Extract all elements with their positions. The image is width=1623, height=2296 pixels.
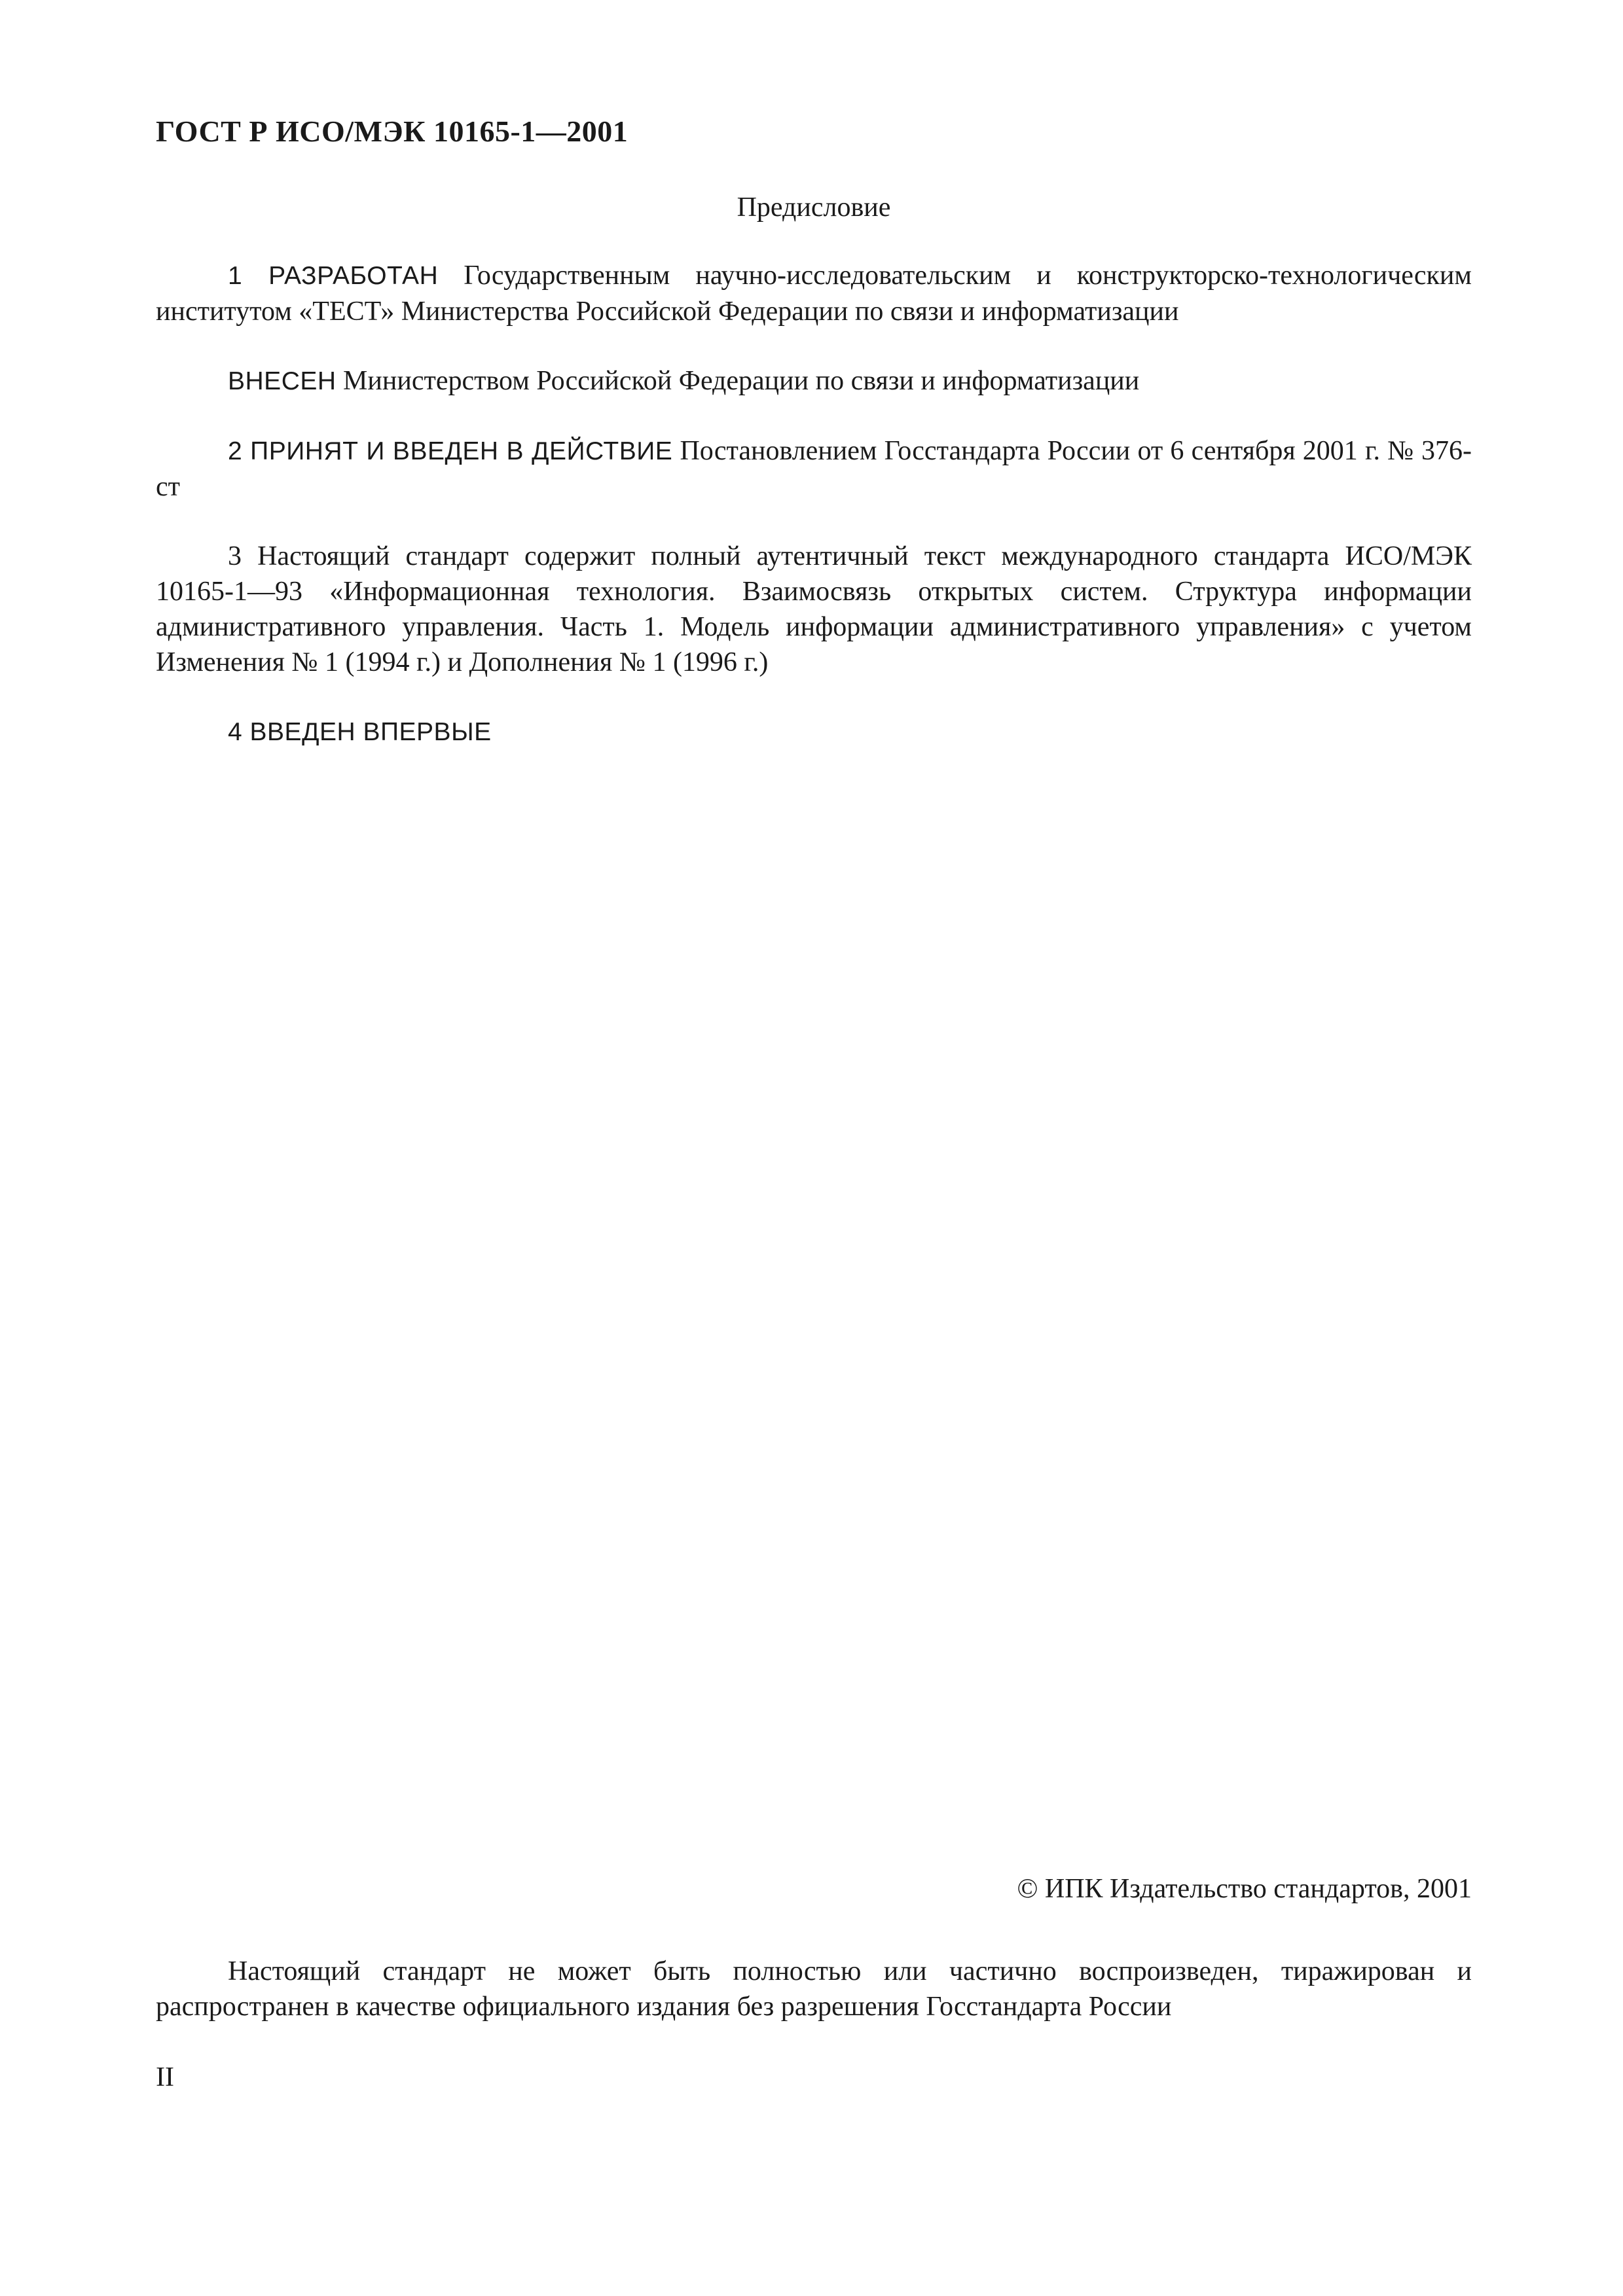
foreword-item-text: Государственным научно-исследовательским и конструкторско-технологическим институтом «ТЕСТ» Министерства Российской Федерации по связи и информатизации bbox=[156, 260, 1472, 327]
foreword-item-lead: 1 РАЗРАБОТАН bbox=[228, 262, 439, 290]
foreword-section bbox=[156, 190, 1472, 784]
standard-code-header: ГОСТ Р ИСО/МЭК 10165-1—2001 bbox=[156, 115, 629, 148]
foreword-item-introduced bbox=[156, 363, 1472, 399]
reproduction-notice: Настоящий стандарт не может быть полностью или частично воспроизведен, тиражирован и распространен в качестве официального издания без разрешения Госстандарта России bbox=[156, 1956, 1472, 2022]
foreword-item-content bbox=[156, 539, 1472, 680]
foreword-item-developed bbox=[156, 258, 1472, 329]
foreword-item-first-introduced bbox=[156, 714, 1472, 750]
foreword-item-text: Постановлением Госстандарта России от 6 сентября 2001 г. № 376-ст bbox=[156, 436, 1472, 502]
foreword-item-lead: 2 ПРИНЯТ И ВВЕДЕН В ДЕЙСТВИЕ bbox=[228, 437, 673, 465]
page-number: II bbox=[156, 2062, 174, 2092]
foreword-item-lead: 4 ВВЕДЕН ВПЕРВЫЕ bbox=[228, 718, 492, 746]
foreword-item-text: Настоящий стандарт содержит полный аутентичный текст международного стандарта ИСО/МЭК 10165-1—93 «Информационная технология. Взаимосвязь открытых систем. Структура информации административного управления. Часть 1. Модель информации административного управления» с учетом Изменения № 1 (1994 г.) и Дополнения № 1 (1996 г.) bbox=[156, 541, 1472, 677]
copyright-notice: © ИПК Издательство стандартов, 2001 bbox=[1017, 1874, 1472, 1904]
foreword-title: Предисловие bbox=[737, 192, 891, 223]
foreword-item-adopted bbox=[156, 433, 1472, 505]
foreword-item-lead: 3 bbox=[228, 541, 242, 571]
foreword-item-lead: ВНЕСЕН bbox=[228, 367, 337, 395]
foreword-item-text: Министерством Российской Федерации по связи и информатизации bbox=[336, 366, 1140, 396]
